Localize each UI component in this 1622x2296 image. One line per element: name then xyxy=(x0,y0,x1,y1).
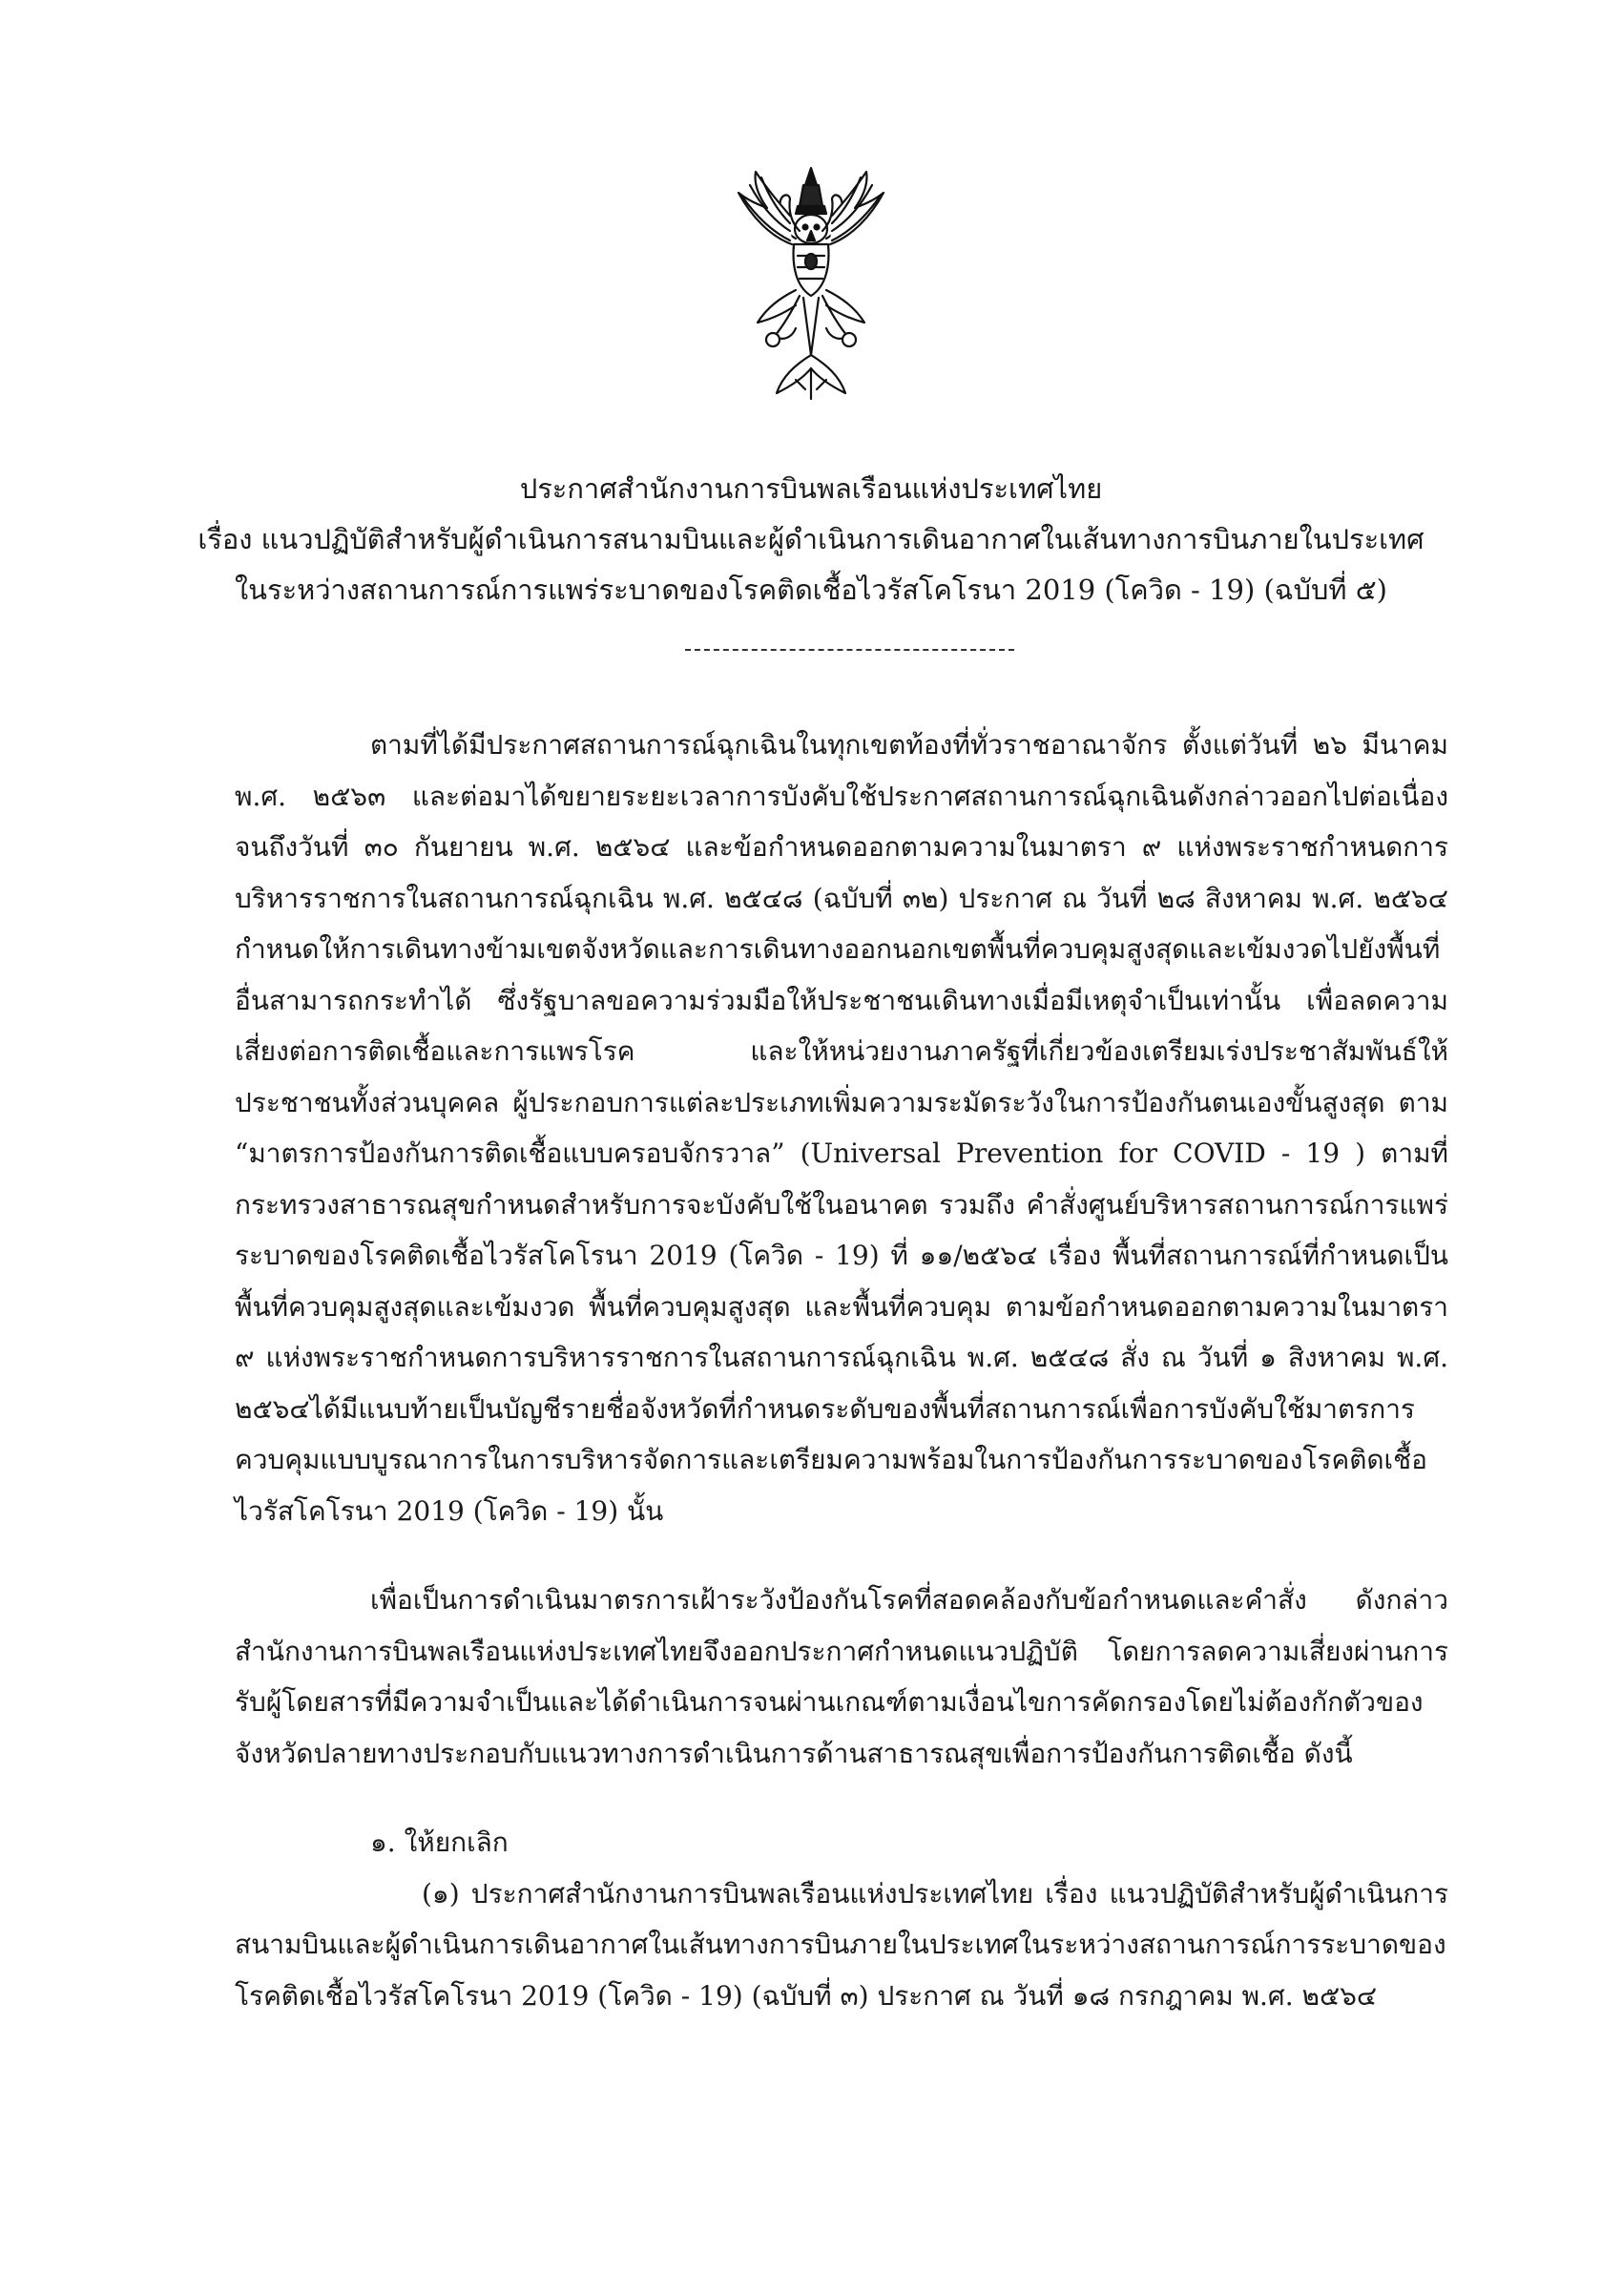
announcement-body xyxy=(235,720,1448,2021)
title-line-subject: เรื่อง แนวปฏิบัติสำหรับผู้ดำเนินการสนามบินและผู้ดำเนินการเดินอากาศในเส้นทางการบินภายในประเทศ xyxy=(198,523,1424,555)
item-1-sub-1: (๑) ประกาศสำนักงานการบินพลเรือนแห่งประเทศไทย เรื่อง แนวปฏิบัติสำหรับผู้ดำเนินการสนามบินและผู้ดำเนินการเดินอากาศในเส้นทางการบินภายในประเทศในระหว่างสถานการณ์การระบาดของโรคติดเชื้อไวรัสโคโรนา 2019 (โควิด - 19) (ฉบับที่ ๓) ประกาศ ณ วันที่ ๑๘ กรกฎาคม พ.ศ. ๒๕๖๔ xyxy=(235,1877,1448,2012)
paragraph-purpose: เพื่อเป็นการดำเนินมาตรการเฝ้าระวังป้องกันโรคที่สอดคล้องกับข้อกำหนดและคำสั่ง ดังกล่าว สำนักงานการบินพลเรือนแห่งประเทศไทยจึงออกประกาศกำหนดแนวปฏิบัติ โดยการลดความเสี่ยงผ่านการรับผู้โดยสารที่มีความจำเป็นและได้ดำเนินการจนผ่านเกณฑ์ตามเงื่อนไขการคัดกรองโดยไม่ต้องกักตัวของจังหวัดปลายทางประกอบกับแนวทางการดำเนินการด้านสาธารณสุขเพื่อการป้องกันการติดเชื้อ ดังนี้ xyxy=(235,1584,1448,1769)
title-line-context: ในระหว่างสถานการณ์การแพร่ระบาดของโรคติดเชื้อไวรัสโคโรนา 2019 (โควิด - 19) (ฉบับที่ ๕) xyxy=(235,574,1387,606)
title-divider xyxy=(685,649,1014,651)
item-1-heading: ๑. ให้ยกเลิก xyxy=(370,1826,509,1858)
garuda-emblem-icon xyxy=(729,164,893,403)
title-line-issuer: ประกาศสำนักงานการบินพลเรือนแห่งประเทศไทย xyxy=(519,472,1103,505)
paragraph-background: ตามที่ได้มีประกาศสถานการณ์ฉุกเฉินในทุกเขตท้องที่ทั่วราชอาณาจักร ตั้งแต่วันที่ ๒๖ มีนาคม พ.ศ. ๒๕๖๓ และต่อมาได้ขยายระยะเวลาการบังคับใช้ประกาศสถานการณ์ฉุกเฉินดังกล่าวออกไปต่อเนื่องจนถึงวันที่ ๓๐ กันยายน พ.ศ. ๒๕๖๔ และข้อกำหนดออกตามความในมาตรา ๙ แห่งพระราชกำหนดการบริหารราชการในสถานการณ์ฉุกเฉิน พ.ศ. ๒๕๔๘ (ฉบับที่ ๓๒) ประกาศ ณ วันที่ ๒๘ สิงหาคม พ.ศ. ๒๕๖๔ กำหนดให้การเดินทางข้ามเขตจังหวัดและการเดินทางออกนอกเขตพื้นที่ควบคุมสูงสุดและเข้มงวดไปยังพื้นที่อื่นสามารถกระทำได้ ซึ่งรัฐบาลขอความร่วมมือให้ประชาชนเดินทางเมื่อมีเหตุจำเป็นเท่านั้น เพื่อลดความเสี่ยงต่อการติดเชื้อและการแพรโรค และให้หน่วยงานภาครัฐที่เกี่ยวข้องเตรียมเร่งประชาสัมพันธ์ให้ประชาชนทั้งส่วนบุคคล ผู้ประกอบการแต่ละประเภทเพิ่มความระมัดระวังในการป้องกันตนเองขั้นสูงสุด ตาม “มาตรการป้องกันการติดเชื้อแบบครอบจักรวาล” (Universal Prevention for COVID - 19 ) ตามที่กระทรวงสาธารณสุขกำหนดสำหรับการจะบังคับใช้ในอนาคต รวมถึง คำสั่งศูนย์บริหารสถานการณ์การแพร่ระบาดของโรคติดเชื้อไวรัสโคโรนา 2019 (โควิด - 19) ที่ ๑๑/๒๕๖๔ เรื่อง พื้นที่สถานการณ์ที่กำหนดเป็นพื้นที่ควบคุมสูงสุดและเข้มงวด พื้นที่ควบคุมสูงสุด และพื้นที่ควบคุม ตามข้อกำหนดออกตามความในมาตรา ๙ แห่งพระราชกำหนดการบริหารราชการในสถานการณ์ฉุกเฉิน พ.ศ. ๒๕๔๘ สั่ง ณ วันที่ ๑ สิงหาคม พ.ศ. ๒๕๖๔ได้มีแนบท้ายเป็นบัญชีรายชื่อจังหวัดที่กำหนดระดับของพื้นที่สถานการณ์เพื่อการบังคับใช้มาตรการควบคุมแบบบูรณาการในการบริหารจัดการและเตรียมความพร้อมในการป้องกันการระบาดของโรคติดเชื้อไวรัสโคโรนา 2019 (โควิด - 19) นั้น xyxy=(235,729,1448,1527)
announcement-title xyxy=(191,464,1431,616)
